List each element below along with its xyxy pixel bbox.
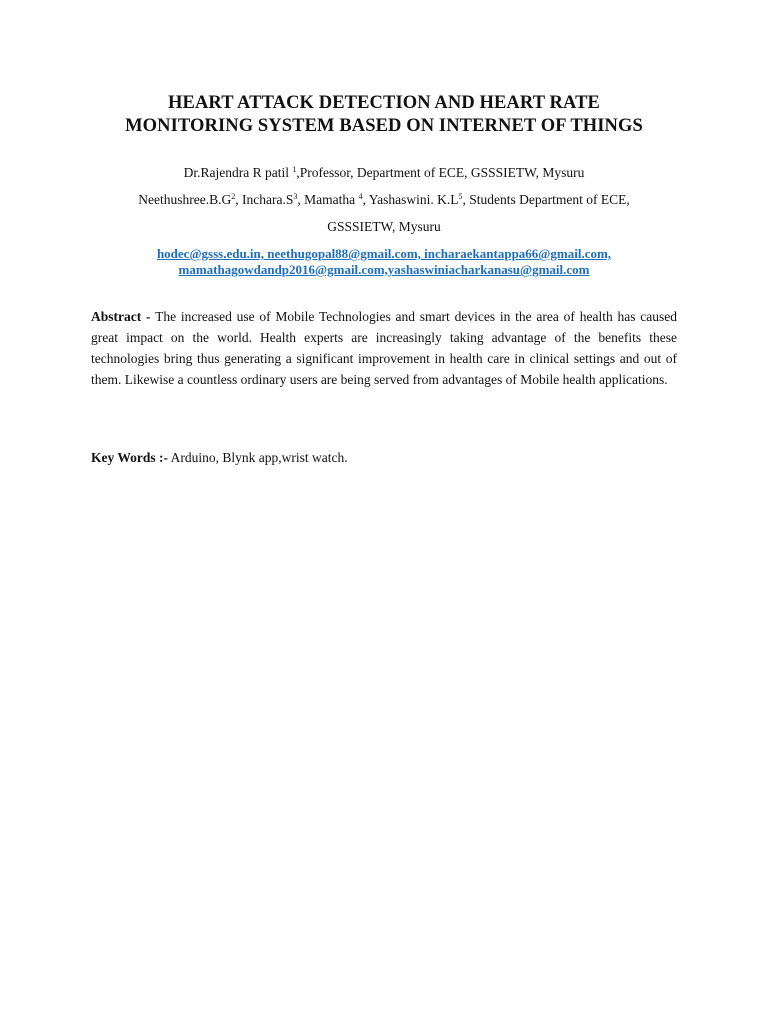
paper-title-line-1: HEART ATTACK DETECTION AND HEART RATE [168, 93, 600, 113]
affiliation-mark: 5 [458, 192, 463, 201]
author-affiliation: ,Professor, Department of ECE, GSSSIETW, Mysuru [296, 165, 585, 180]
keywords-text: Arduino, Blynk app,wrist watch. [168, 450, 348, 465]
paper-title [0, 92, 768, 138]
keywords-label: Key Words :- [91, 450, 168, 465]
email-link-line-1[interactable]: hodec@gsss.edu.in, neethugopal88@gmail.com, incharaekantappa66@gmail.com, [156, 246, 612, 261]
author-name: Dr.Rajendra R patil [183, 165, 293, 180]
affiliation-mark: 3 [293, 192, 298, 201]
abstract-paragraph [91, 306, 677, 390]
author-line-1 [0, 165, 768, 181]
affiliation-mark: 4 [358, 192, 363, 201]
author-name: Neethushree.B.G [138, 192, 232, 207]
author-line-3: GSSSIETW, Mysuru [327, 219, 441, 234]
email-links [0, 246, 768, 278]
author-affiliation: , Students Department of ECE, [462, 192, 630, 207]
author-line-2 [0, 192, 768, 208]
email-link-line-2[interactable]: mamathagowdandp2016@gmail.com,yashaswiniacharkanasu@gmail.com [178, 262, 590, 277]
author-name: , Yashaswini. K.L [362, 192, 459, 207]
affiliation-mark: 2 [231, 192, 236, 201]
author-name: , Inchara.S [235, 192, 294, 207]
paper-title-line-2: MONITORING SYSTEM BASED ON INTERNET OF THINGS [125, 116, 643, 136]
keywords-paragraph [91, 450, 348, 466]
author-name: , Mamatha [297, 192, 359, 207]
affiliation-mark: 1 [292, 165, 297, 174]
abstract-label: Abstract - [91, 309, 151, 324]
abstract-text: The increased use of Mobile Technologies and smart devices in the area of health has caused great impact on the world. Health experts are increasingly taking advantage of the benefits these technologies bring thus generating a significant improvement in health care in clinical settings and out of them. Likewise a countless ordinary users are being served from advantages of Mobile health applications. [91, 309, 677, 387]
